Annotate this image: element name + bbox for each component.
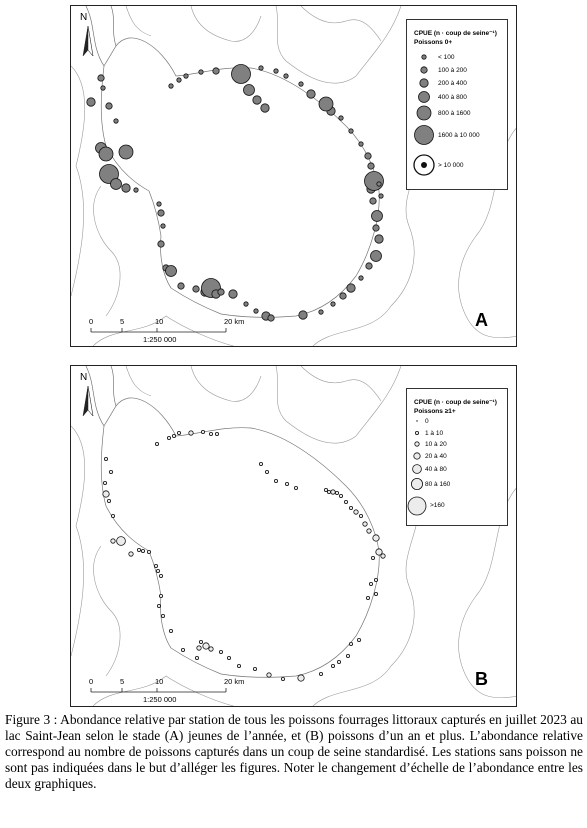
station-marker	[134, 188, 138, 192]
scalebar-ratio: 1:250 000	[143, 335, 177, 344]
station-marker	[159, 594, 162, 597]
station-marker	[101, 86, 105, 90]
scalebar-tick-label: 20 km	[224, 677, 245, 686]
station-marker	[331, 490, 335, 494]
station-marker	[147, 550, 150, 553]
station-marker	[209, 432, 212, 435]
legend-a-item-3: 200 à 400	[438, 80, 467, 87]
contour-line	[301, 366, 381, 401]
station-marker	[371, 251, 382, 262]
station-marker	[259, 462, 262, 465]
contour-line	[94, 186, 120, 316]
station-marker	[319, 97, 333, 111]
station-marker	[339, 116, 343, 120]
station-marker	[370, 198, 376, 204]
station-marker	[99, 147, 113, 161]
station-marker	[117, 537, 126, 546]
station-marker	[372, 211, 383, 222]
legend-a-item-2: 100 à 200	[438, 67, 467, 74]
station-marker	[357, 638, 360, 641]
station-marker	[265, 470, 268, 473]
contour-line	[276, 366, 401, 443]
station-marker	[199, 640, 202, 643]
legend-a-title: CPUE (n · coup de seine⁻¹)	[414, 30, 497, 37]
station-marker	[365, 153, 371, 159]
legend-b-item-6: 80 à 160	[425, 481, 451, 488]
station-marker	[215, 432, 218, 435]
station-marker	[331, 302, 335, 306]
panel-letter-b: B	[475, 669, 488, 689]
contour-line	[126, 366, 151, 396]
station-marker	[177, 431, 180, 434]
legend-symbol	[422, 55, 426, 59]
station-marker	[307, 90, 315, 98]
map-panel-b	[70, 365, 517, 707]
legend-b	[406, 388, 508, 526]
station-marker	[155, 442, 158, 445]
station-marker	[181, 648, 184, 651]
scalebar-tick-label: 0	[89, 317, 94, 326]
station-marker	[119, 145, 133, 159]
legend-symbol	[416, 420, 417, 421]
station-marker	[177, 78, 181, 82]
station-marker	[253, 96, 261, 104]
legend-symbol	[420, 79, 428, 87]
contour-line	[126, 6, 151, 36]
station-marker	[368, 163, 374, 169]
station-marker	[349, 506, 352, 509]
station-marker	[111, 514, 114, 517]
station-marker	[122, 184, 130, 192]
legend-symbol	[408, 497, 426, 515]
lake-shoreline	[101, 398, 379, 677]
station-marker	[209, 647, 213, 651]
station-marker	[298, 675, 304, 681]
station-marker	[253, 667, 256, 670]
station-marker	[261, 104, 269, 112]
scalebar-tick-label: 5	[120, 317, 125, 326]
station-marker	[141, 549, 144, 552]
station-marker	[359, 276, 363, 280]
station-marker	[229, 290, 237, 298]
north-label-a: N	[80, 12, 88, 23]
station-marker	[347, 284, 355, 292]
station-marker	[339, 494, 342, 497]
north-arrow-icon	[88, 386, 93, 416]
station-marker	[331, 664, 334, 667]
station-marker	[114, 119, 118, 123]
scalebar-ratio: 1:250 000	[143, 695, 177, 704]
station-marker	[111, 179, 122, 190]
north-label-b: N	[80, 372, 88, 383]
station-marker	[166, 266, 177, 277]
legend-a-item-6: 1600 à 10 000	[438, 132, 480, 139]
station-marker	[366, 263, 372, 269]
scalebar-tick-label: 0	[89, 677, 94, 686]
station-marker	[381, 554, 385, 558]
legend-symbol	[421, 162, 427, 168]
station-marker	[299, 311, 307, 319]
legend-symbol	[413, 465, 422, 474]
station-marker	[227, 656, 230, 659]
legend-a-item-1: < 100	[438, 54, 455, 61]
station-marker	[137, 548, 140, 551]
scalebar-tick-label: 20 km	[224, 317, 245, 326]
legend-a-item-7: > 10 000	[438, 162, 464, 169]
contour-line	[71, 66, 85, 296]
scalebar-tick-label: 10	[155, 677, 164, 686]
river	[111, 366, 116, 406]
station-marker	[158, 210, 164, 216]
scalebar-tick-label: 10	[155, 317, 164, 326]
station-marker	[319, 672, 322, 675]
legend-b-title: CPUE (n · coup de seine⁻¹)	[414, 399, 497, 406]
station-marker	[259, 66, 263, 70]
legend-symbol	[415, 442, 419, 446]
legend-symbol	[414, 453, 420, 459]
station-marker	[359, 514, 362, 517]
station-marker	[161, 224, 165, 228]
legend-b-item-7: >160	[430, 502, 445, 509]
station-marker	[379, 194, 383, 198]
station-marker	[284, 74, 288, 78]
station-marker	[365, 172, 384, 191]
station-marker	[374, 592, 377, 595]
station-marker	[377, 182, 381, 186]
station-marker	[373, 535, 379, 541]
legend-b-item-4: 20 à 40	[425, 453, 447, 460]
station-marker	[349, 129, 353, 133]
station-marker	[103, 481, 106, 484]
station-marker	[237, 664, 240, 667]
station-marker	[268, 315, 274, 321]
station-marker	[193, 286, 199, 292]
legend-b-item-5: 40 à 80	[425, 466, 447, 473]
station-marker	[337, 660, 340, 663]
station-marker	[319, 310, 323, 314]
station-marker	[169, 84, 173, 88]
station-marker	[366, 596, 369, 599]
station-marker	[111, 539, 115, 543]
station-marker	[374, 578, 377, 581]
station-marker	[107, 499, 110, 502]
contour-line	[191, 366, 261, 401]
station-marker	[161, 614, 164, 617]
station-marker	[324, 488, 327, 491]
station-marker	[274, 69, 278, 73]
station-marker	[281, 677, 284, 680]
station-marker	[294, 486, 297, 489]
station-marker	[156, 569, 159, 572]
station-marker	[154, 564, 157, 567]
station-marker	[201, 430, 204, 433]
station-marker	[98, 75, 104, 81]
legend-a-item-5: 800 à 1600	[438, 110, 471, 117]
station-marker	[340, 293, 346, 299]
station-marker	[213, 68, 219, 74]
contour-line	[276, 6, 401, 83]
station-marker	[184, 74, 188, 78]
station-marker	[375, 235, 383, 243]
station-marker	[106, 103, 112, 109]
contour-line	[301, 6, 381, 41]
station-marker	[167, 436, 170, 439]
station-marker	[219, 650, 222, 653]
station-marker	[354, 510, 358, 514]
station-marker	[199, 70, 203, 74]
legend-symbol	[419, 92, 430, 103]
river	[111, 6, 116, 46]
station-marker	[218, 289, 224, 295]
panel-letter-a: A	[475, 310, 488, 330]
legend-b-item-2: 1 à 10	[425, 430, 444, 437]
station-marker	[172, 434, 175, 437]
station-marker	[367, 529, 371, 533]
legend-symbol	[415, 126, 434, 145]
station-marker	[109, 470, 112, 473]
station-marker	[158, 241, 164, 247]
station-marker	[373, 225, 379, 231]
station-marker	[178, 283, 184, 289]
station-marker	[157, 604, 160, 607]
station-marker	[197, 646, 201, 650]
station-marker	[103, 491, 109, 497]
legend-a-subtitle: Poissons 0+	[414, 39, 453, 46]
contour-line	[191, 6, 261, 41]
contour-line	[71, 426, 85, 656]
legend-a	[406, 19, 508, 190]
legend-symbol	[421, 67, 427, 73]
station-marker	[232, 65, 251, 84]
station-marker	[349, 642, 352, 645]
north-arrow-icon	[88, 26, 93, 56]
scalebar-tick-label: 5	[120, 677, 125, 686]
legend-b-item-1: 0	[425, 418, 429, 425]
station-marker	[157, 202, 161, 206]
legend-symbol	[417, 106, 431, 120]
legend-symbol	[411, 478, 422, 489]
station-marker	[129, 552, 133, 556]
station-marker	[346, 654, 349, 657]
legend-a-item-4: 400 à 800	[438, 94, 467, 101]
contour-line	[94, 546, 120, 676]
station-marker	[369, 582, 372, 585]
map-panel-a	[70, 5, 517, 347]
figure-caption: Figure 3 : Abondance relative par station de tous les poissons fourrages littoraux capturés en juillet 2023 au lac Saint-Jean selon le stade (A) jeunes de l’année, et (B) poissons d’un an et plus. L’abondance relative correspond au nombre de poissons capturés dans un coup de seine standardisé. Les stations sans poisson ne sont pas indiquées dans le but d’alléger les figures. Noter le changement d’échelle de l’abondance entre les deux graphiques.	[5, 712, 583, 791]
legend-b-item-3: 10 à 20	[425, 441, 447, 448]
station-marker	[203, 643, 209, 649]
station-marker	[371, 556, 374, 559]
legend-b-subtitle: Poissons ≥1+	[414, 408, 456, 415]
station-marker	[189, 431, 193, 435]
station-marker	[274, 479, 277, 482]
station-marker	[104, 457, 107, 460]
station-marker	[195, 656, 198, 659]
station-marker	[327, 490, 330, 493]
station-marker	[159, 574, 162, 577]
station-marker	[359, 142, 363, 146]
legend-symbol	[415, 431, 418, 434]
station-marker	[335, 491, 338, 494]
station-marker	[169, 629, 172, 632]
station-marker	[285, 482, 288, 485]
station-marker	[244, 85, 255, 96]
station-marker	[254, 309, 258, 313]
station-marker	[363, 522, 367, 526]
station-marker	[267, 673, 271, 677]
station-marker	[87, 98, 95, 106]
station-marker	[299, 82, 303, 86]
station-marker	[344, 500, 347, 503]
station-marker	[244, 302, 248, 306]
